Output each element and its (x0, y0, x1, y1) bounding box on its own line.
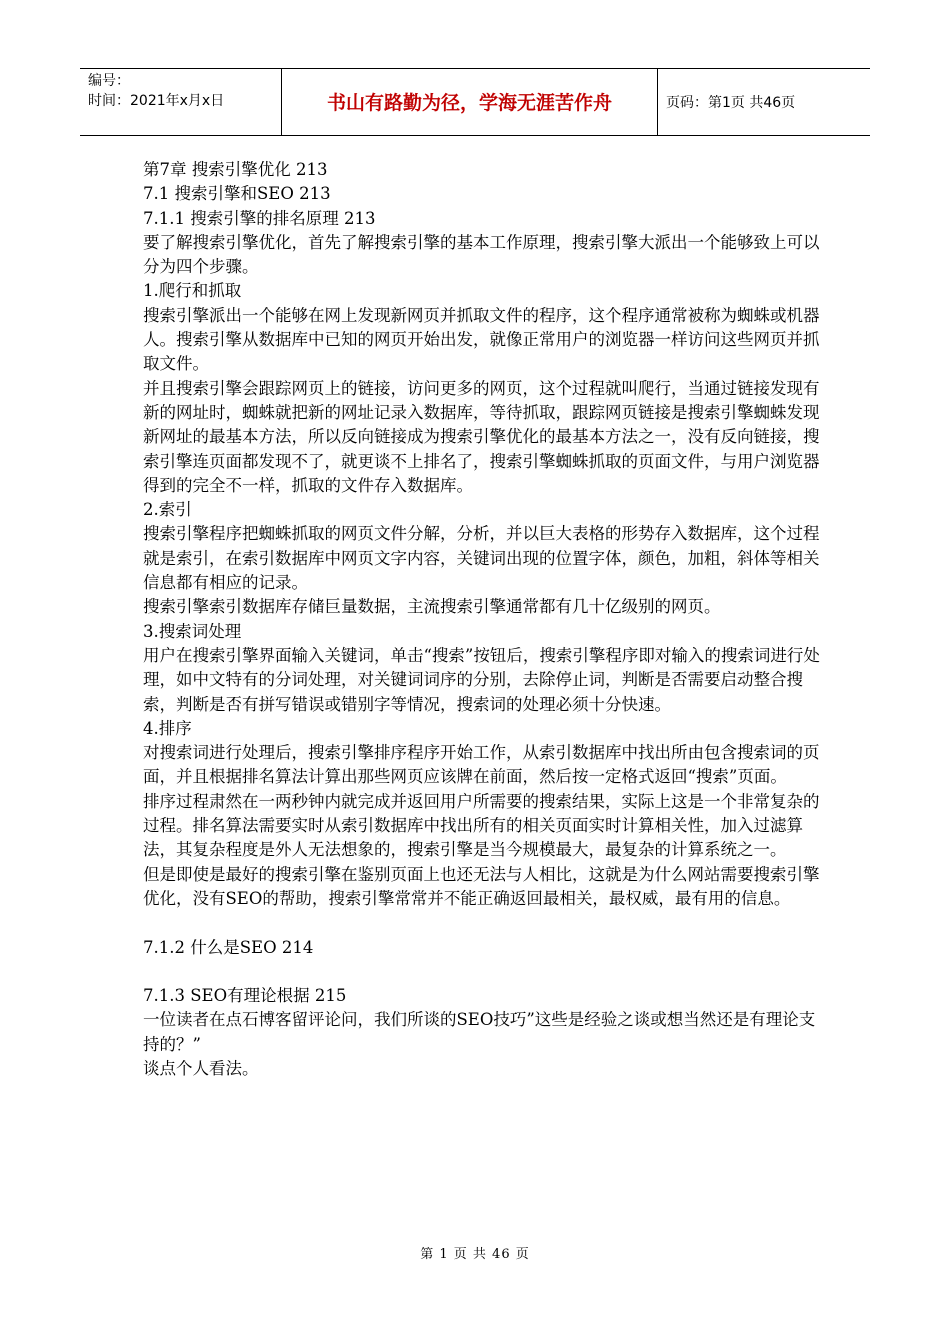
step-heading: 4.排序 (143, 718, 192, 738)
step-heading: 1.爬行和抓取 (143, 281, 242, 301)
document-body (143, 158, 823, 1081)
section-heading: 7.1 搜索引擎和SEO 213 (143, 184, 331, 204)
document-number-label: 编号： (88, 73, 130, 89)
page-header (80, 68, 870, 136)
subsection-heading: 7.1.2 什么是SEO 214 (143, 937, 314, 957)
paragraph: 但是即使是最好的搜索引擎在鉴别页面上也还无法与人相比，这就是为什么网站需要搜索引擎优化，没有SEO的帮助，搜索引擎常常并不能正确返回最相关，最权威，最有用的信息。 (143, 864, 820, 908)
step-heading: 3.搜索词处理 (143, 621, 242, 641)
blank-line (143, 911, 823, 935)
paragraph: 要了解搜索引擎优化，首先了解搜索引擎的基本工作原理，搜索引擎大派出一个能够致上可以分为四个步骤。 (143, 232, 820, 277)
paragraph: 搜索引擎程序把蜘蛛抓取的网页文件分解，分析，并以巨大表格的形势存入数据库，这个过程就是索引，在索引数据库中网页文字内容，关键词出现的位置字体，颜色，加粗，斜体等相关信息都有相应的记录。 (143, 524, 820, 593)
page-footer: 第 1 页 共 46 页 (420, 1247, 530, 1262)
chapter-title: 第7章 搜索引擎优化 213 (143, 160, 328, 179)
paragraph: 排序过程肃然在一两秒钟内就完成并返回用户所需要的搜索结果，实际上这是一个非常复杂的过程。排名算法需要实时从索引数据库中找出所有的相关页面实时计算相关性，加入过滤算法，其复杂程度是外人无法想象的，搜索引擎是当今规模最大，最复杂的计算系统之一。 (143, 791, 820, 860)
paragraph: 并且搜索引擎会跟踪网页上的链接，访问更多的网页，这个过程就叫爬行，当通过链接发现有新的网址时，蜘蛛就把新的网址记录入数据库，等待抓取，跟踪网页链接是搜索引擎蜘蛛发现新网址的最基本方法，所以反向链接成为搜索引擎优化的最基本方法之一，没有反向链接，搜索引擎连页面都发现不了，就更谈不上排名了，搜索引擎蜘蛛抓取的页面文件，与用户浏览器得到的完全不一样，抓取的文件存入数据库。 (143, 378, 820, 495)
subsection-heading: 7.1.1 搜索引擎的排名原理 213 (143, 208, 376, 228)
paragraph: 搜索引擎索引数据库存储巨量数据，主流搜索引擎通常都有几十亿级别的网页。 (143, 597, 721, 617)
paragraph: 谈点个人看法。 (143, 1058, 259, 1078)
header-meta (80, 69, 282, 135)
blank-line (143, 960, 823, 984)
paragraph: 用户在搜索引擎界面输入关键词，单击“搜索”按钮后，搜索引擎程序即对输入的搜索词进行处理，如中文特有的分词处理，对关键词词序的分别，去除停止词，判断是否需要启动整合搜索，判断是否有拼写错误或错别字等情况，搜索词的处理必须十分快速。 (143, 645, 820, 714)
paragraph: 搜索引擎派出一个能够在网上发现新网页并抓取文件的程序，这个程序通常被称为蜘蛛或机器人。搜索引擎从数据库中已知的网页开始出发，就像正常用户的浏览器一样访问这些网页并抓取文件。 (143, 305, 820, 374)
document-time-label: 时间：2021年x月x日 (88, 93, 225, 109)
paragraph: 一位读者在点石博客留评论问，我们所谈的SEO技巧”这些是经验之谈或想当然还是有理论支持的？” (143, 1010, 816, 1054)
paragraph: 对搜索词进行处理后，搜索引擎排序程序开始工作，从索引数据库中找出所由包含搜索词的页面，并且根据排名算法计算出那些网页应该牌在前面，然后按一定格式返回“搜索”页面。 (143, 743, 820, 787)
header-page-label: 页码：第1页 共46页 (666, 95, 796, 111)
header-motto: 书山有路勤为径，学海无涯苦作舟 (282, 69, 658, 135)
subsection-heading: 7.1.3 SEO有理论根据 215 (143, 986, 347, 1006)
step-heading: 2.索引 (143, 500, 192, 520)
